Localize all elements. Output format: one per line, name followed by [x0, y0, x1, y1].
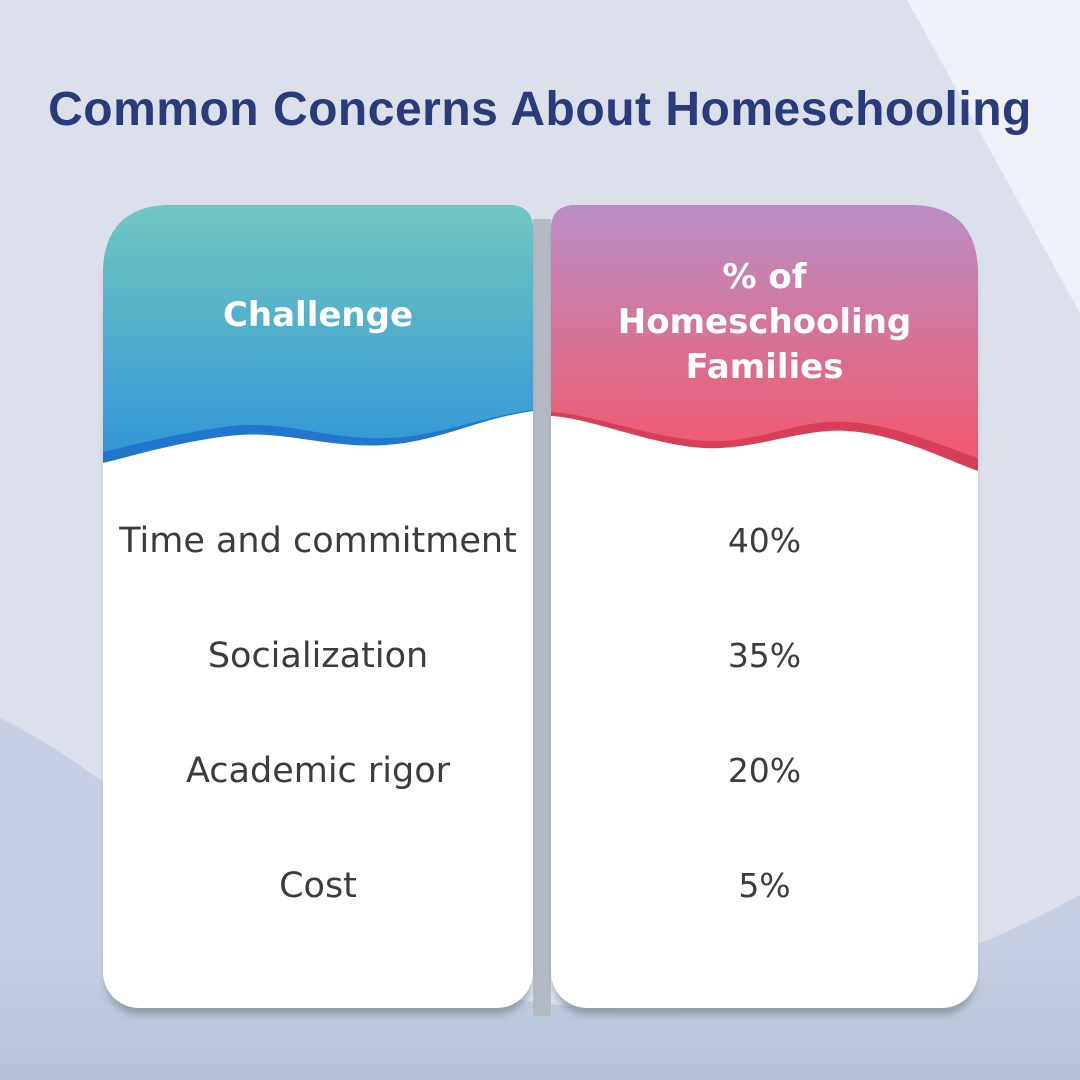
percent-cell: 20% [727, 751, 802, 790]
challenge-cells [103, 475, 533, 1008]
card-gap-shadow [533, 219, 551, 1016]
percent-column-label: % of Homeschooling Families [617, 257, 912, 387]
challenge-column-card [103, 205, 533, 1008]
table [103, 205, 978, 1008]
percent-cell: 35% [727, 636, 802, 675]
percent-cell: 5% [738, 866, 791, 905]
page-title: Common Concerns About Homeschooling [48, 83, 1032, 136]
challenge-column-label: Challenge [222, 294, 414, 335]
challenge-cell: Socialization [207, 635, 429, 676]
percent-cells [551, 475, 978, 1008]
percent-cell: 40% [727, 521, 802, 560]
percent-column-card [551, 205, 978, 1008]
challenge-cell: Academic rigor [185, 750, 451, 791]
challenge-cell: Cost [279, 865, 357, 906]
challenge-column-header [103, 205, 533, 475]
percent-column-header [551, 205, 978, 475]
challenge-cell: Time and commitment [119, 520, 517, 561]
